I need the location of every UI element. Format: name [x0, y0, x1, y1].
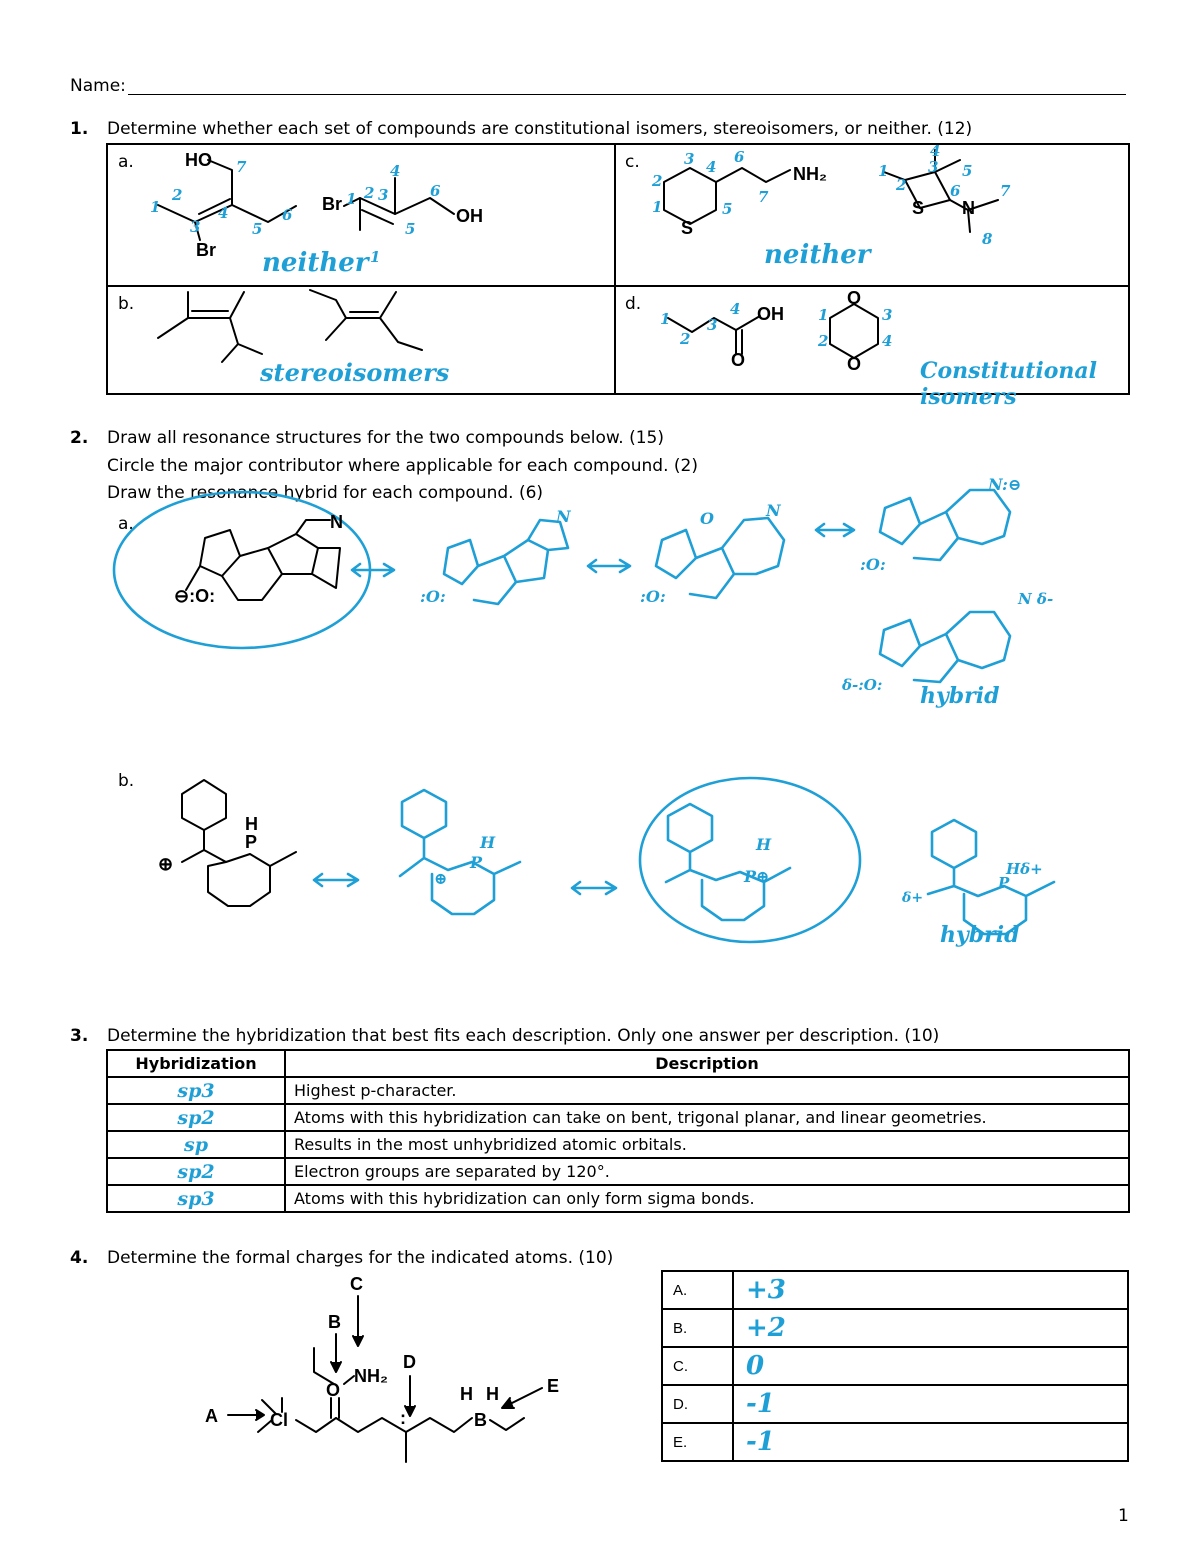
- q4-answer-label: B.: [662, 1309, 733, 1347]
- q4-prompt: Determine the formal charges for the indicated atoms. (10): [107, 1248, 614, 1268]
- svg-text:P⊕: P⊕: [744, 867, 770, 886]
- svg-text:O: O: [847, 354, 862, 374]
- svg-text:Hδ+: Hδ+: [1006, 860, 1043, 878]
- svg-text:2: 2: [172, 186, 183, 204]
- q2a-hybrid-label: hybrid: [920, 683, 1000, 709]
- name-label: Name:: [70, 76, 126, 96]
- q4-answer-value[interactable]: 0: [733, 1347, 1128, 1385]
- svg-text:3: 3: [882, 306, 893, 324]
- q4-number: 4.: [70, 1248, 89, 1268]
- svg-text:O: O: [326, 1380, 341, 1400]
- q3-answer[interactable]: sp: [107, 1131, 285, 1158]
- svg-text:4: 4: [218, 204, 229, 222]
- q3-description: Electron groups are separated by 120°.: [285, 1158, 1129, 1185]
- q1-cell-d-label: d.: [625, 294, 642, 314]
- q2-number: 2.: [70, 428, 89, 448]
- svg-text:N:⊖: N:⊖: [988, 475, 1022, 494]
- svg-text:⊕: ⊕: [158, 854, 174, 874]
- q4-answer-table: [661, 1270, 1129, 1462]
- svg-text:P: P: [998, 874, 1010, 892]
- q2-part-b: b.: [118, 771, 135, 791]
- q1-cell-a-label: a.: [118, 152, 134, 172]
- svg-text:B: B: [474, 1410, 487, 1430]
- q3-answer[interactable]: sp2: [107, 1104, 285, 1131]
- svg-text:8: 8: [982, 230, 993, 248]
- svg-text:5: 5: [252, 220, 263, 238]
- svg-text:1: 1: [346, 190, 357, 208]
- svg-text:2: 2: [818, 332, 829, 350]
- svg-text:H: H: [756, 835, 772, 854]
- svg-text:1: 1: [370, 248, 381, 266]
- q1-answer-a: neither: [262, 248, 369, 278]
- q2b-hybrid-label: hybrid: [940, 922, 1020, 948]
- q2-line-3: Draw the resonance hybrid for each compound. (6): [107, 483, 544, 503]
- svg-text:2: 2: [652, 172, 663, 190]
- svg-text:O: O: [731, 350, 746, 370]
- q4-answer-value[interactable]: -1: [733, 1423, 1128, 1461]
- svg-text:4: 4: [930, 142, 941, 160]
- q1-answer-c: neither: [764, 240, 871, 270]
- q4-answer-label: D.: [662, 1385, 733, 1423]
- svg-text:3: 3: [378, 186, 389, 204]
- svg-text:3: 3: [684, 150, 695, 168]
- q1-answer-d: Constitutional isomers: [920, 358, 1098, 410]
- svg-text:1: 1: [878, 162, 889, 180]
- svg-text:Cl: Cl: [270, 1410, 288, 1430]
- svg-text:P: P: [245, 832, 258, 852]
- svg-text:δ+: δ+: [902, 890, 924, 906]
- q4-answer-label: C.: [662, 1347, 733, 1385]
- pointer-B: B: [328, 1312, 341, 1332]
- q4-answer-label: E.: [662, 1423, 733, 1461]
- svg-text:⊕: ⊕: [434, 869, 448, 888]
- svg-text:1: 1: [818, 306, 829, 324]
- svg-text:Br: Br: [322, 194, 343, 214]
- q4-answer-row: [662, 1347, 1128, 1385]
- svg-text:4: 4: [706, 158, 717, 176]
- svg-text:HO: HO: [185, 150, 212, 170]
- svg-text::O:: :O:: [640, 587, 666, 606]
- q2-line-1: Draw all resonance structures for the two compounds below. (15): [107, 428, 664, 448]
- svg-text:NH₂: NH₂: [793, 164, 827, 184]
- svg-text:O: O: [847, 288, 862, 308]
- q4-answer-value[interactable]: +3: [733, 1271, 1128, 1309]
- svg-text:OH: OH: [456, 206, 483, 226]
- svg-text:7: 7: [236, 158, 247, 176]
- svg-text:N: N: [330, 512, 343, 532]
- svg-text:2: 2: [680, 330, 691, 348]
- svg-text:1: 1: [150, 198, 161, 216]
- q1-number: 1.: [70, 119, 89, 139]
- svg-text::: :: [400, 1408, 406, 1428]
- svg-text:P: P: [470, 853, 483, 872]
- q4-answer-value[interactable]: -1: [733, 1385, 1128, 1423]
- q3-header-description: Description: [285, 1050, 1129, 1077]
- q1-prompt: Determine whether each set of compounds are constitutional isomers, stereoisomers, or neither. (12): [107, 119, 973, 139]
- pointer-A: A: [205, 1406, 218, 1426]
- svg-text::O:: :O:: [420, 587, 446, 606]
- svg-text:2: 2: [364, 184, 375, 202]
- q3-answer[interactable]: sp3: [107, 1077, 285, 1104]
- svg-text:⊖:O:: ⊖:O:: [174, 586, 216, 606]
- svg-text:OH: OH: [757, 304, 784, 324]
- svg-text::O:: :O:: [860, 555, 886, 574]
- q3-header-hybridization: Hybridization: [107, 1050, 285, 1077]
- q2-line-2: Circle the major contributor where applicable for each compound. (2): [107, 456, 698, 476]
- svg-text:7: 7: [758, 188, 769, 206]
- svg-text:O: O: [700, 509, 714, 528]
- svg-text:N: N: [766, 501, 781, 520]
- svg-text:Br: Br: [196, 240, 217, 260]
- svg-text:5: 5: [405, 220, 416, 238]
- pointer-C: C: [350, 1274, 363, 1294]
- svg-text:6: 6: [282, 206, 293, 224]
- q1-cell-b-label: b.: [118, 294, 135, 314]
- svg-text:H: H: [245, 814, 258, 834]
- svg-text:2: 2: [896, 176, 907, 194]
- q3-description: Atoms with this hybridization can take on bent, trigonal planar, and linear geometries.: [285, 1104, 1129, 1131]
- q3-answer[interactable]: sp2: [107, 1158, 285, 1185]
- q2-part-a: a.: [118, 514, 134, 534]
- q1-answer-b: stereoisomers: [260, 358, 450, 387]
- q4-answer-row: [662, 1271, 1128, 1309]
- pointer-D: D: [403, 1352, 416, 1372]
- svg-text:3: 3: [928, 158, 939, 176]
- page-number: 1: [1118, 1506, 1129, 1526]
- pointer-E: E: [547, 1376, 560, 1396]
- q4-answer-label: A.: [662, 1271, 733, 1309]
- q4-answer-row: [662, 1309, 1128, 1347]
- svg-text:5: 5: [962, 162, 973, 180]
- svg-text:N: N: [556, 507, 571, 526]
- svg-text:1: 1: [652, 198, 663, 216]
- q1-cell-c-label: c.: [625, 152, 640, 172]
- svg-text:NH₂: NH₂: [354, 1366, 388, 1386]
- svg-text:S: S: [912, 198, 925, 218]
- svg-text:3: 3: [190, 218, 201, 236]
- svg-text:4: 4: [390, 162, 401, 180]
- q3-description: Atoms with this hybridization can only form sigma bonds.: [285, 1185, 1129, 1212]
- svg-text:7: 7: [1000, 182, 1011, 200]
- svg-text:N: N: [962, 198, 975, 218]
- svg-text:H: H: [480, 833, 496, 852]
- q3-description: Highest p-character.: [285, 1077, 1129, 1104]
- svg-text:δ-:O:: δ-:O:: [842, 676, 883, 694]
- q3-description: Results in the most unhybridized atomic orbitals.: [285, 1131, 1129, 1158]
- svg-text:6: 6: [734, 148, 745, 166]
- q3-number: 3.: [70, 1026, 89, 1046]
- svg-text:1: 1: [660, 310, 671, 328]
- svg-text:S: S: [681, 218, 694, 238]
- svg-text:3: 3: [707, 316, 718, 334]
- svg-text:H: H: [460, 1384, 473, 1404]
- svg-text:5: 5: [722, 200, 733, 218]
- svg-text:H: H: [486, 1384, 499, 1404]
- svg-text:6: 6: [950, 182, 961, 200]
- q4-answer-row: [662, 1385, 1128, 1423]
- q3-prompt: Determine the hybridization that best fits each description. Only one answer per description. (10): [107, 1026, 940, 1046]
- q4-answer-value[interactable]: +2: [733, 1309, 1128, 1347]
- svg-text:4: 4: [882, 332, 893, 350]
- svg-text:4: 4: [730, 300, 741, 318]
- svg-text:6: 6: [430, 182, 441, 200]
- q4-answer-row: [662, 1423, 1128, 1461]
- q3-answer[interactable]: sp3: [107, 1185, 285, 1212]
- svg-text:N δ-: N δ-: [1018, 590, 1054, 608]
